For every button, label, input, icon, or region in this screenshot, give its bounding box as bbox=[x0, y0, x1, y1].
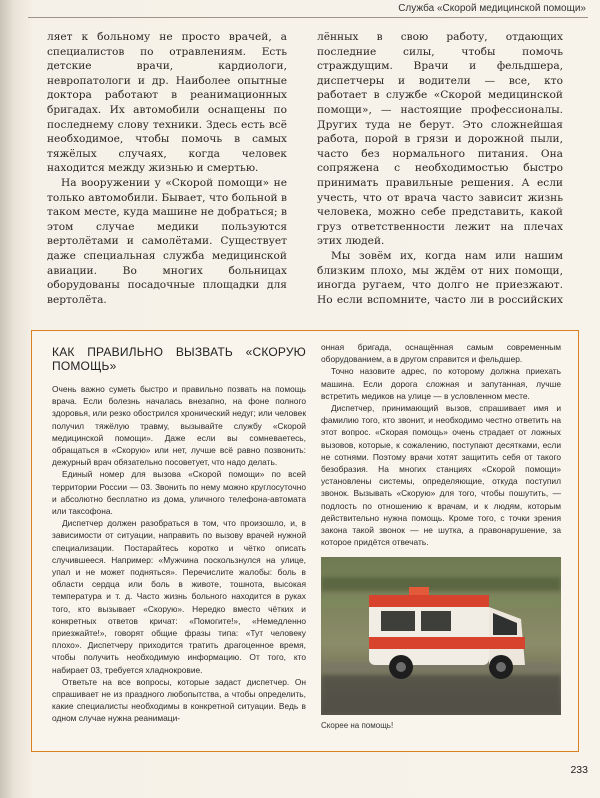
sidebar-paragraph: Диспетчер должен разобраться в том, что произошло, и, в зависимости от ситуации, направить по вызову врачей нужной специализации. Постарайтесь коротко и чётко описать случившееся. Например: «Мужчина поскользнулся на улице, упал и не может подняться». Перечислите жалобы: боль в области сердца или боль в животе, тошнота, высокая температура и т. д. Часто жизнь больного находится в руках того, кто вызывает «Скорую». Нередко вместо чётких и конкретных ответов кричат: «Помогите!», «Немедленно приезжайте!», говорят общие фразы типа: «Тут человеку плохо». Диспетчеру приходится тратить драгоценное время, чтобы получить необходимую информацию. От того, кто набирает 03, требуется хладнокровие. bbox=[52, 518, 306, 675]
sidebar-box bbox=[31, 330, 579, 752]
sidebar-paragraph: Диспетчер, принимающий вызов, спрашивает имя и фамилию того, кто звонит, и необходимо честно ответить на этот вопрос. «Скорая помощь» очень страдает от ложных вызовов, которые, к сожалению, поступают десятками, если не сотнями. Поэтому врачи хотят защитить себя от такого безобразия. На многих станциях «Скорой помощи» установлены системы, определяющие, откуда поступил звонок. Вызывать «Скорую» для того, чтобы пошутить, — подлость по отношению к врачам, и к людям, которым действительно нужна помощь. Кроме того, с точки зрения закона такой звонок — не шутка, а правонарушение, за которое придётся отвечать. bbox=[321, 403, 561, 548]
sidebar-right-column bbox=[321, 341, 561, 556]
main-text-left-column bbox=[47, 30, 287, 308]
paragraph: Мы зовём их, когда нам или нашим близким плохо, мы ждём от них помощи, иногда ругаем, что долго не приезжают. Но если вспомните, часто ли в российских bbox=[317, 249, 563, 306]
ambulance-photo bbox=[321, 557, 561, 715]
sidebar-title: КАК ПРАВИЛЬНО ВЫЗВАТЬ «СКОРУЮ ПОМОЩЬ» bbox=[52, 345, 306, 373]
photo-caption: Скорее на помощь! bbox=[321, 721, 394, 730]
ambulance-illustration bbox=[321, 557, 561, 715]
paragraph: лённых в свою работу, отдающих последние силы, чтобы помочь страждущим. Врачи и фельдшера, диспетчеры и водители — все, кто работает в службе «Скорой медицинской помощи», — настоящие профессионалы. Других туда не берут. Это сложнейшая работа, порой в грязи и дорожной пыли, часто без нормального питания. Она сопряжена с необходимостью быстро принимать правильные решения. А если учесть, что от врача часто зависит жизнь человека, можно себе представить, какой груз ответственности лежит на плечах этих людей. bbox=[317, 31, 563, 248]
sidebar-left-column bbox=[52, 341, 306, 743]
paragraph bbox=[47, 307, 287, 308]
header-rule bbox=[28, 17, 588, 18]
running-header: Служба «Скорой медицинской помощи» bbox=[398, 3, 586, 14]
paragraph: ляет к больному не просто врачей, а специалистов по отравлениям. Есть детские врачи, кардиологи, невропатологи и др. Наиболее опытные доктора работают в реанимационных бригадах. Их автомобили оснащены по последнему слову техники. Здесь есть всё необходимое, чтобы помочь в самых тяжёлых случаях, когда человек находится между жизнью и смертью. bbox=[47, 31, 287, 175]
sidebar-paragraph: Единый номер для вызова «Скорой помощи» по всей территории России — 03. Звонить по нему можно круглосуточно и абсолютно бесплатно из дома, уличного телефона-автомата или таксофона. bbox=[52, 469, 306, 517]
sidebar-paragraph: Очень важно суметь быстро и правильно позвать на помощь врача. Если болезнь началась внезапно, на фоне полного здоровья, или резко обострился хронический недуг; или человек получил тяжёлую травму, вызывайте службу «Скорой медицинской помощи». Даже если вы сомневаетесь, обращаться в «Скорую» или нет, лучше всё равно позвонить: дежурный врач обязательно посоветует, что надо делать. bbox=[52, 384, 306, 468]
sidebar-paragraph: Ответьте на все вопросы, которые задаст диспетчер. Он спрашивает не из праздного любопытства, а чтобы определить, какие специалисты необходимы в конкретной ситуации. Ведь в одном случае нужна реанимаци- bbox=[52, 676, 306, 724]
main-text-right-column bbox=[317, 30, 563, 308]
sidebar-paragraph: онная бригада, оснащённая самым современным оборудованием, а в другом справится и фельдшер. bbox=[321, 342, 561, 365]
paragraph: На вооружении у «Скорой помощи» не только автомобили. Бывает, что больной в таком месте, куда машине не добраться; в этом случае медики пользуются вертолётами и самолётами. Существует даже специальная служба медицинской авиации. Во многих больницах оборудованы посадочные площадки для вертолёта. bbox=[47, 176, 287, 306]
sidebar-paragraph: Точно назовите адрес, по которому должна приехать машина. Если дорога сложная и запутанная, лучше встретить медиков на улице — в условленном месте. bbox=[321, 366, 561, 401]
page-number: 233 bbox=[570, 764, 588, 776]
